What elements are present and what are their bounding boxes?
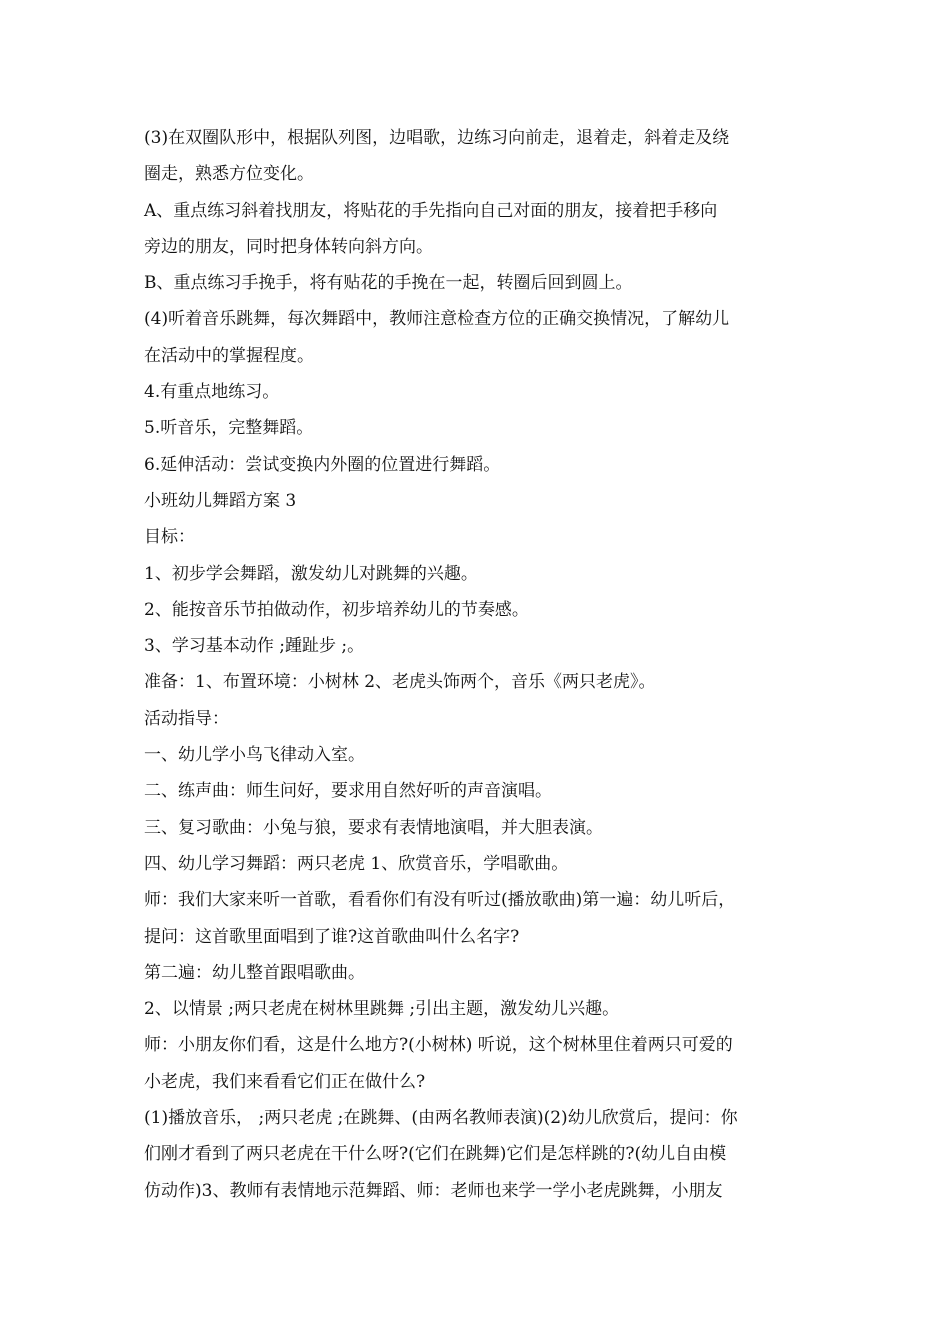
section-heading: 小班幼儿舞蹈方案 3 bbox=[144, 490, 297, 511]
text-line: (4)听着音乐跳舞，每次舞蹈中，教师注意检查方位的正确交换情况，了解幼儿 bbox=[144, 309, 730, 330]
text-line: 二、练声曲：师生问好，要求用自然好听的声音演唱。 bbox=[144, 781, 552, 802]
text-line: 2、以情景 ;两只老虎在树林里跳舞 ;引出主题，激发幼儿兴趣。 bbox=[144, 999, 620, 1020]
text-line: 小老虎，我们来看看它们正在做什么? bbox=[144, 1071, 426, 1092]
text-line: 一、幼儿学小鸟飞律动入室。 bbox=[144, 745, 365, 766]
text-line: 目标： bbox=[144, 527, 195, 548]
text-line: 圈走，熟悉方位变化。 bbox=[144, 164, 314, 185]
text-line: 四、幼儿学习舞蹈：两只老虎 1、欣赏音乐，学唱歌曲。 bbox=[144, 853, 569, 874]
text-line: 2、能按音乐节拍做动作，初步培养幼儿的节奏感。 bbox=[144, 599, 529, 620]
text-line: 活动指导： bbox=[144, 708, 229, 729]
text-line: 在活动中的掌握程度。 bbox=[144, 345, 314, 366]
text-line: B、重点练习手挽手，将有贴花的手挽在一起，转圈后回到圆上。 bbox=[144, 273, 633, 294]
text-line: 4.有重点地练习。 bbox=[144, 382, 280, 403]
text-line: 准备：1、布置环境：小树林 2、老虎头饰两个，音乐《两只老虎》。 bbox=[144, 672, 656, 693]
text-line: 6.延伸活动：尝试变换内外圈的位置进行舞蹈。 bbox=[144, 454, 501, 475]
text-line: A、重点练习斜着找朋友，将贴花的手先指向自己对面的朋友，接着把手移向 bbox=[144, 200, 718, 221]
text-line: 们刚才看到了两只老虎在干什么呀?(它们在跳舞)它们是怎样跳的?(幼儿自由模 bbox=[144, 1144, 727, 1165]
text-line: 旁边的朋友，同时把身体转向斜方向。 bbox=[144, 236, 433, 257]
text-line: (3)在双圈队形中，根据队列图，边唱歌，边练习向前走，退着走，斜着走及绕 bbox=[144, 128, 730, 148]
text-line: 5.听音乐，完整舞蹈。 bbox=[144, 418, 314, 439]
document-body bbox=[144, 120, 820, 1209]
text-line: 3、学习基本动作 ;踵趾步 ;。 bbox=[144, 636, 365, 657]
text-line: 仿动作)3、教师有表情地示范舞蹈、师：老师也来学一学小老虎跳舞，小朋友 bbox=[144, 1180, 723, 1201]
text-line: 师：小朋友你们看，这是什么地方?(小树林) 听说，这个树林里住着两只可爱的 bbox=[144, 1035, 733, 1056]
text-line: 第二遍：幼儿整首跟唱歌曲。 bbox=[144, 962, 365, 983]
text-line: 师：我们大家来听一首歌，看看你们有没有听过(播放歌曲)第一遍：幼儿听后， bbox=[144, 890, 736, 911]
text-line: (1)播放音乐， ;两只老虎 ;在跳舞、(由两名教师表演)(2)幼儿欣赏后，提问：你 bbox=[144, 1108, 738, 1129]
text-line: 1、初步学会舞蹈，激发幼儿对跳舞的兴趣。 bbox=[144, 563, 478, 584]
text-line: 三、复习歌曲：小兔与狼，要求有表情地演唱，并大胆表演。 bbox=[144, 817, 603, 838]
text-line: 提问：这首歌里面唱到了谁?这首歌曲叫什么名字? bbox=[144, 926, 520, 947]
